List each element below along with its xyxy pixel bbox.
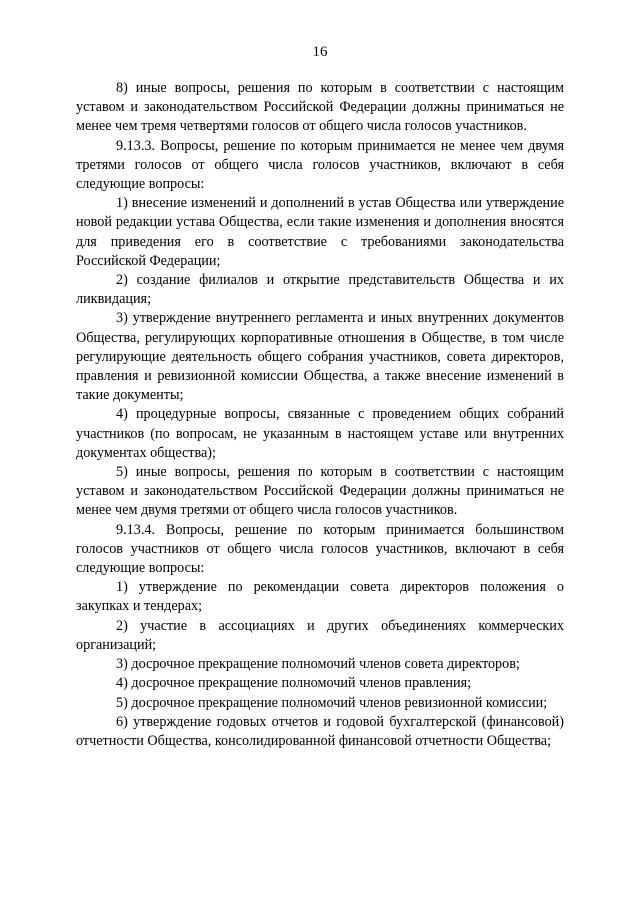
paragraph-item-8-three-quarters: 8) иные вопросы, решения по которым в соответствии с настоящим уставом и законодательством Российской Федерации должны приниматься не менее чем тремя четвертями голосов от общего числа голосов участников. bbox=[76, 80, 564, 135]
document-body bbox=[76, 79, 564, 751]
paragraph-item-3-board-termination: 3) досрочное прекращение полномочий членов совета директоров; bbox=[116, 656, 520, 673]
paragraph-section-9-13-3: 9.13.3. Вопросы, решение по которым принимается не менее чем двумя третями голосов от общего числа голосов участников, включают в себя следующие вопросы: bbox=[76, 137, 564, 193]
page-number: 16 bbox=[312, 44, 328, 60]
paragraph-item-5-two-thirds: 5) иные вопросы, решения по которым в соответствии с настоящим уставом и законодательством Российской Федерации должны приниматься не менее чем двумя третями от общего числа голосов участников. bbox=[76, 464, 564, 519]
paragraph-item-1-charter-amendments: 1) внесение изменений и дополнений в устав Общества или утверждение новой редакции устава Общества, если такие изменения и дополнения вносятся для приведения его в соответствие с требованиями законодательства Российской Федерации; bbox=[76, 195, 564, 269]
paragraph-item-4-procedural-questions: 4) процедурные вопросы, связанные с проведением общих собраний участников (по вопросам, не указанным в настоящем уставе или внутренних документах общества); bbox=[76, 406, 564, 461]
paragraph-item-3-internal-regulations: 3) утверждение внутреннего регламента и иных внутренних документов Общества, регулирующих корпоративные отношения в Обществе, в том числе регулирующие деятельность общего собрания участников, совета директоров, правления и ревизионной комиссии Общества, а также внесение изменений в такие документы; bbox=[76, 310, 564, 404]
paragraph-item-5-audit-termination: 5) досрочное прекращение полномочий членов ревизионной комиссии; bbox=[116, 694, 548, 711]
paragraph-item-4-management-termination: 4) досрочное прекращение полномочий членов правления; bbox=[116, 675, 472, 692]
paragraph-item-2-associations: 2) участие в ассоциациях и других объединениях коммерческих организаций; bbox=[76, 617, 564, 653]
paragraph-item-2-branches: 2) создание филиалов и открытие представительств Общества и их ликвидация; bbox=[76, 272, 564, 308]
paragraph-item-6-annual-reports: 6) утверждение годовых отчетов и годовой бухгалтерской (финансовой) отчетности Общества, консолидированной финансовой отчетности Общества; bbox=[76, 713, 564, 749]
paragraph-section-9-13-4: 9.13.4. Вопросы, решение по которым принимается большинством голосов участников от общего числа голосов участников, включают в себя следующие вопросы: bbox=[76, 521, 564, 577]
paragraph-item-1-procurement: 1) утверждение по рекомендации совета директоров положения о закупках и тендерах; bbox=[76, 579, 564, 615]
